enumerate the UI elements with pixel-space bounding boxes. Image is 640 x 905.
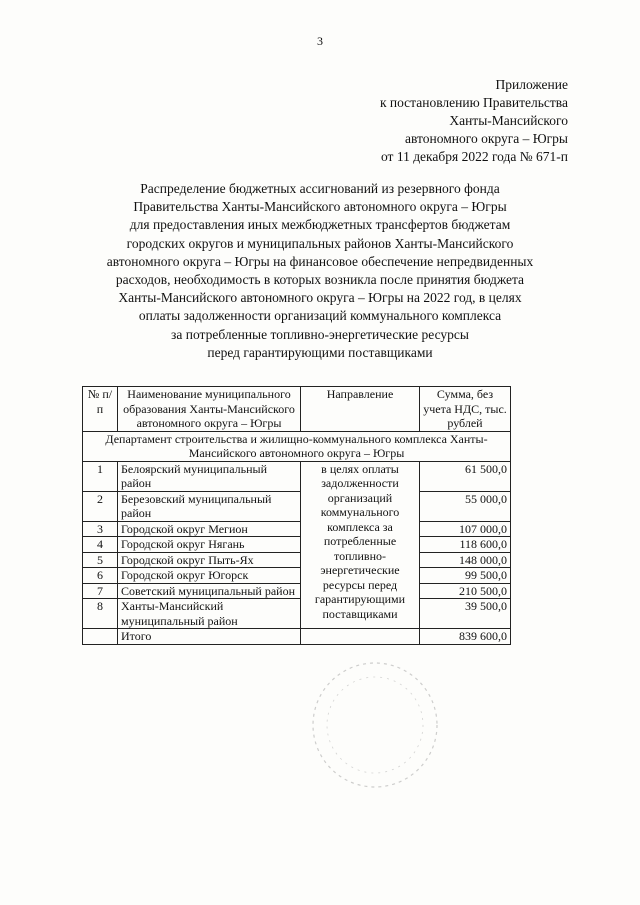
row-num: 8 xyxy=(83,599,118,629)
row-name: Белоярский муниципальный район xyxy=(118,461,301,491)
document-title xyxy=(70,180,570,362)
allocation-table xyxy=(82,386,511,645)
row-name: Березовский муниципальный район xyxy=(118,491,301,521)
row-name: Городской округ Мегион xyxy=(118,521,301,537)
total-row xyxy=(83,629,511,645)
title-line: Распределение бюджетных ассигнований из резервного фонда xyxy=(140,181,500,196)
department-row xyxy=(83,431,511,461)
row-name: Городской округ Югорск xyxy=(118,568,301,584)
row-sum: 210 500,0 xyxy=(420,583,511,599)
total-sum: 839 600,0 xyxy=(420,629,511,645)
appendix-line: автономного округа – Югры xyxy=(405,131,568,146)
row-num: 7 xyxy=(83,583,118,599)
total-direction-empty xyxy=(301,629,420,645)
row-num: 1 xyxy=(83,461,118,491)
table-row xyxy=(83,521,511,537)
row-num: 6 xyxy=(83,568,118,584)
title-line: Правительства Ханты-Мансийского автономного округа – Югры xyxy=(133,199,507,215)
row-name: Ханты-Мансийский муниципальный район xyxy=(118,599,301,629)
row-sum: 118 600,0 xyxy=(420,537,511,553)
row-num: 3 xyxy=(83,521,118,537)
department-name: Департамент строительства и жилищно-коммунального комплекса Ханты-Мансийского автономного округа – Югры xyxy=(83,431,511,461)
row-sum: 148 000,0 xyxy=(420,552,511,568)
table-row xyxy=(83,461,511,491)
table-row xyxy=(83,537,511,553)
header-name: Наименование муниципального образования Ханты-Мансийского автономного округа – Югры xyxy=(118,387,301,432)
total-num-empty xyxy=(83,629,118,645)
header-direction: Направление xyxy=(301,387,420,432)
direction-cell: в целях оплаты задолженности организаций коммунального комплекса за потребленные топливно-энергетические ресурсы перед гарантирующими поставщиками xyxy=(301,461,420,629)
table-row xyxy=(83,568,511,584)
appendix-line: Ханты-Мансийского xyxy=(449,113,568,128)
title-line: расходов, необходимость в которых возникла после принятия бюджета xyxy=(115,272,525,288)
table-header-row xyxy=(83,387,511,432)
page-number: 3 xyxy=(317,34,323,48)
row-sum: 61 500,0 xyxy=(420,461,511,491)
appendix-block xyxy=(380,76,568,166)
row-num: 2 xyxy=(83,491,118,521)
row-name: Городской округ Нягань xyxy=(118,537,301,553)
faint-stamp-mark xyxy=(300,650,450,800)
row-name: Городской округ Пыть-Ях xyxy=(118,552,301,568)
row-sum: 99 500,0 xyxy=(420,568,511,584)
table-row xyxy=(83,583,511,599)
table-row xyxy=(83,599,511,629)
appendix-line: Приложение xyxy=(495,77,568,92)
title-line: для предоставления иных межбюджетных трансфертов бюджетам xyxy=(129,217,511,233)
total-label: Итого xyxy=(118,629,301,645)
title-line: городских округов и муниципальных районов Ханты-Мансийского xyxy=(126,235,514,251)
row-name: Советский муниципальный район xyxy=(118,583,301,599)
title-line: автономного округа – Югры на финансовое обеспечение непредвиденных xyxy=(106,253,534,269)
appendix-line: от 11 декабря 2022 года № 671-п xyxy=(380,149,568,164)
title-line: за потребленные топливно-энергетические ресурсы xyxy=(171,326,469,342)
table-row xyxy=(83,552,511,568)
table-row xyxy=(83,491,511,521)
title-line: оплаты задолженности организаций коммунального комплекса xyxy=(138,308,502,324)
header-sum: Сумма, без учета НДС, тыс. рублей xyxy=(420,387,511,432)
title-line: перед гарантирующими поставщиками xyxy=(207,344,433,360)
row-num: 5 xyxy=(83,552,118,568)
header-num: № п/п xyxy=(83,387,118,432)
title-line: Ханты-Мансийского автономного округа – Югры на 2022 год, в целях xyxy=(118,290,522,306)
row-sum: 55 000,0 xyxy=(420,491,511,521)
row-sum: 39 500,0 xyxy=(420,599,511,629)
row-num: 4 xyxy=(83,537,118,553)
row-sum: 107 000,0 xyxy=(420,521,511,537)
appendix-line: к постановлению Правительства xyxy=(379,95,568,110)
